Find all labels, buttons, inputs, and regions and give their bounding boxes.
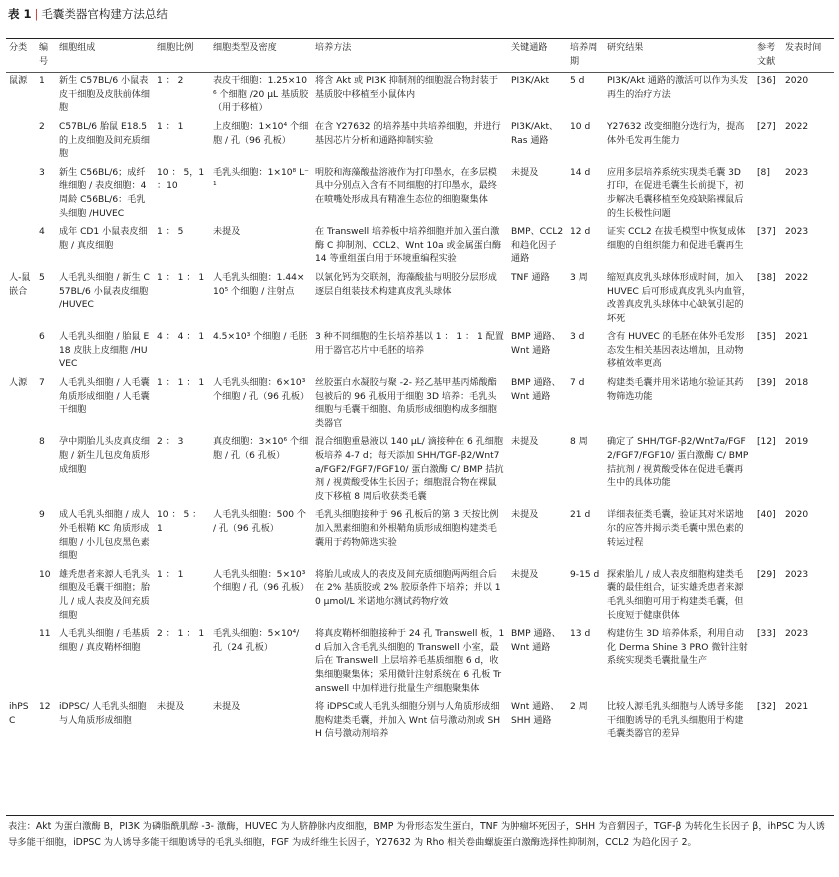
- table-row: [6, 699, 834, 745]
- cell-period: 13 d: [570, 629, 591, 640]
- cell-pathway: PI3K/Akt: [511, 76, 550, 87]
- cell-pathway: BMP、CCL2 和趋化因子通路: [511, 227, 564, 265]
- cell-pathway: Wnt 通路、SHH 通路: [511, 702, 560, 726]
- header-year: 发表时间: [782, 40, 834, 73]
- cell-category: [6, 434, 36, 507]
- cell-pathway: 未提及: [511, 510, 539, 521]
- cell-period: 21 d: [570, 510, 591, 521]
- cell-period: 3 周: [570, 272, 588, 283]
- cell-year: 2021: [785, 332, 809, 343]
- cell-ref: [40]: [757, 510, 776, 521]
- cell-ratio: 1 ： 2: [157, 76, 184, 87]
- cell-category: [6, 626, 36, 699]
- cell-year: 2023: [785, 167, 809, 178]
- cell-result: 证实 CCL2 在拔毛模型中恢复成体细胞的自组织能力和促进毛囊再生: [607, 227, 746, 251]
- cell-density: 毛乳头细胞：1×10⁸ L⁻¹: [213, 167, 309, 192]
- cell-ref: [33]: [757, 629, 776, 640]
- cell-year: 2021: [785, 702, 809, 713]
- table-row: [6, 434, 834, 507]
- cell-composition: 人毛乳头细胞 / 新生 C57BL/6 小鼠表皮细胞 /HUVEC: [59, 272, 150, 311]
- cell-no: 11: [39, 629, 51, 640]
- cell-method: 混合细胞重悬液以 140 μL/ 滴接种在 6 孔细胞板培养 4-7 d；每天添加 SHH/TGF-β2/Wnt7a/FGF2/FGF7/FGF10/ 蛋白激酶 C/ BMP 拮抗剂 / 视黄酸受体生长因子；细胞混合物在裸鼠皮下移植 8 周后收获类毛囊: [315, 437, 504, 502]
- cell-pathway: TNF 通路: [511, 272, 550, 283]
- cell-method: 丝胶蛋白水凝胶与聚 -2- 羟乙基甲基丙烯酸酯包被后的 96 孔板用于细胞 3D 培养：毛乳头细胞与毛囊干细胞、角质形成细胞构成多细胞类器官: [315, 378, 497, 429]
- cell-category: [6, 119, 36, 165]
- cell-no: 10: [39, 569, 51, 580]
- table-caption: 毛囊类器官构建方法总结: [41, 7, 168, 21]
- cell-pathway: BMP 通路、Wnt 通路: [511, 378, 561, 402]
- cell-density: 未提及: [213, 702, 241, 713]
- cell-method: 毛乳头细胞接种于 96 孔板后的第 3 天按比例加入黑素细胞和外根鞘角质形成细胞构建类毛囊用于药物筛选实验: [315, 510, 499, 548]
- cell-density: 人毛乳头细胞：5×10³ 个细胞 / 孔（96 孔板）: [213, 569, 310, 594]
- cell-year: 2023: [785, 569, 809, 580]
- cell-density: 未提及: [213, 227, 241, 238]
- table-row: [6, 270, 834, 329]
- cell-ratio: 10 ： 5，1 ：10: [157, 167, 205, 192]
- table-bottom-rule: [6, 815, 834, 816]
- cell-year: 2023: [785, 629, 809, 640]
- cell-period: 5 d: [570, 76, 585, 87]
- cell-period: 7 d: [570, 378, 585, 389]
- cell-result: 构建类毛囊并用米诺地尔验证其药物筛选功能: [607, 378, 744, 402]
- cell-ratio: 2 ： 1 ： 1: [157, 629, 205, 640]
- cell-category: [6, 507, 36, 566]
- cell-method: 在 Transwell 培养板中培养细胞并加入蛋白激酶 C 抑制剂、CCL2、Wnt 10a 或金属蛋白酶 14 等重组蛋白用于环境重编程实验: [315, 227, 502, 265]
- cell-composition: 雄秃患者来源人毛乳头细胞及毛囊干细胞；胎儿 / 成人表皮及间充质细胞: [59, 569, 150, 621]
- cell-year: 2018: [785, 378, 809, 389]
- cell-year: 2020: [785, 76, 809, 87]
- cell-ref: [12]: [757, 437, 776, 448]
- header-no: 编号: [36, 40, 56, 73]
- cell-pathway: 未提及: [511, 569, 539, 580]
- cell-method: 将 iDPSC或人毛乳头细胞分别与人角质形成细胞构建类毛囊，并加入 Wnt 信号激动剂或 SHH 信号激动剂培养: [315, 702, 501, 740]
- cell-year: 2023: [785, 227, 809, 238]
- cell-period: 14 d: [570, 167, 591, 178]
- table-top-rule: [6, 38, 834, 39]
- cell-category: [6, 165, 36, 224]
- header-category: 分类: [6, 40, 36, 73]
- cell-period: 9-15 d: [570, 569, 600, 580]
- cell-no: 3: [39, 167, 45, 178]
- cell-density: 表皮干细胞：1.25×10⁶ 个细胞 /20 μL 基质胶（用于移植）: [213, 76, 309, 114]
- table-row: [6, 567, 834, 626]
- cell-method: 在含 Y27632 的培养基中共培养细胞，并进行基因芯片分析和通路抑制实验: [315, 121, 501, 146]
- cell-period: 2 周: [570, 702, 588, 713]
- header-period: 培养周期: [567, 40, 604, 73]
- cell-density: 毛乳头细胞：5×10⁴/ 孔（24 孔板）: [213, 629, 300, 653]
- cell-method: 明胶和海藻酸盐溶液作为打印墨水，在多层模具中分别点入含有不同细胞的打印墨水，最终在喷嘴处形成具有精准生态位的细胞聚集体: [315, 167, 497, 205]
- cell-no: 6: [39, 332, 45, 343]
- cell-pathway: BMP 通路、Wnt 通路: [511, 332, 561, 356]
- cell-composition: 人毛乳头细胞 / 人毛囊角质形成细胞 / 人毛囊干细胞: [59, 378, 150, 416]
- cell-result: Y27632 改变细胞分选行为，提高体外毛发再生能力: [607, 121, 745, 146]
- cell-category: [6, 567, 36, 626]
- cell-ratio: 未提及: [157, 702, 185, 713]
- cell-result: 比较人源毛乳头细胞与人诱导多能干细胞诱导的毛乳头细胞用于构建毛囊类器官的差异: [607, 702, 744, 740]
- cell-no: 9: [39, 510, 45, 521]
- table-number: 表 1: [8, 7, 32, 21]
- cell-ref: [37]: [757, 227, 776, 238]
- cell-result: 缩短真皮乳头球体形成时间，加入 HUVEC 后可形成真皮乳头内血管，改善真皮乳头球体中心缺氧引起的坏死: [607, 272, 751, 324]
- table-row: [6, 73, 834, 119]
- table-row: [6, 626, 834, 699]
- table-row: [6, 224, 834, 270]
- header-ratio: 细胞比例: [154, 40, 210, 73]
- title-separator: |: [34, 7, 39, 21]
- table-row: [6, 165, 834, 224]
- table-title: [8, 6, 168, 22]
- cell-density: 真皮细胞：3×10⁶ 个细胞 / 孔（6 孔板）: [213, 437, 309, 462]
- cell-category: ihPSC: [9, 702, 29, 726]
- summary-table: [6, 40, 834, 745]
- cell-ref: [36]: [757, 76, 776, 87]
- cell-density: 人毛乳头细胞：500 个 / 孔（96 孔板）: [213, 510, 306, 534]
- cell-composition: 成人毛乳头细胞 / 成人外毛根鞘 KC 角质形成细胞 / 小儿包皮黑色素细胞: [59, 510, 150, 562]
- table-row: [6, 507, 834, 566]
- cell-result: 探索胎儿 / 成人表皮细胞构建类毛囊的最佳组合，证实雄秃患者来源毛乳头细胞可用于构建类毛囊，但长度短于健康供体: [607, 569, 744, 621]
- cell-period: 8 周: [570, 437, 588, 448]
- cell-no: 8: [39, 437, 45, 448]
- header-pathway: 关键通路: [508, 40, 567, 73]
- cell-no: 4: [39, 227, 45, 238]
- cell-no: 5: [39, 272, 45, 283]
- cell-result: 含有 HUVEC 的毛胚在体外毛发形态发生相关基因表达增加，且动物移植效率更高: [607, 332, 745, 370]
- cell-ref: [29]: [757, 569, 776, 580]
- cell-result: 确定了 SHH/TGF-β2/Wnt7a/FGF2/FGF7/FGF10/ 蛋白激酶 C/ BMP 拮抗剂 / 视黄酸受体在促进毛囊再生中的具体功能: [607, 437, 749, 489]
- header-density: 细胞类型及密度: [210, 40, 312, 73]
- cell-year: 2022: [785, 121, 809, 132]
- cell-ratio: 4 ： 4 ： 1: [157, 332, 205, 343]
- table-row: [6, 329, 834, 375]
- table-row: [6, 119, 834, 165]
- cell-method: 将真皮鞘杯细胞接种于 24 孔 Transwell 板，1 d 后加入含毛乳头细胞的 Transwell 小室，最后在 Transwell 上层培养毛基质细胞 6 d，收集细胞聚集体；采用微针注射系统在 6 孔板 Transwell 中加样进行批量生产细胞聚集体: [315, 629, 505, 694]
- cell-ratio: 1 ： 1 ： 1: [157, 272, 205, 283]
- cell-density: 人毛乳头细胞：6×10³ 个细胞 / 孔（96 孔板）: [213, 378, 310, 402]
- cell-ratio: 1 ： 1: [157, 121, 184, 132]
- cell-ref: [38]: [757, 272, 776, 283]
- cell-density: 上皮细胞：1×10⁴ 个细胞 / 孔（96 孔板）: [213, 121, 309, 146]
- cell-ratio: 2 ： 3: [157, 437, 184, 448]
- cell-density: 4.5×10³ 个细胞 / 毛胚: [213, 332, 308, 343]
- cell-composition: 孕中期胎儿头皮真皮细胞 / 新生儿包皮角质形成细胞: [59, 437, 150, 475]
- header-result: 研究结果: [604, 40, 754, 73]
- cell-category: [6, 329, 36, 375]
- cell-ratio: 1 ： 1 ： 1: [157, 378, 205, 389]
- cell-category: 人-鼠嵌合: [9, 272, 31, 297]
- cell-pathway: 未提及: [511, 167, 539, 178]
- cell-composition: 新生 C56BL/6；成纤维细胞 / 表皮细胞：4 周龄 C56BL/6：毛乳头细胞 /HUVEC: [59, 167, 147, 219]
- cell-ratio: 10 ： 5 ： 1: [157, 510, 202, 534]
- cell-composition: iDPSC/ 人毛乳头细胞与人角质形成细胞: [59, 702, 147, 726]
- cell-composition: 新生 C57BL/6 小鼠表皮干细胞及皮肤前体细胞: [59, 76, 150, 114]
- cell-composition: 人毛乳头细胞 / 胎鼠 E18 皮肤上皮细胞 /HUVEC: [59, 332, 150, 370]
- header-ref: 参考文献: [754, 40, 782, 73]
- cell-ratio: 1 ： 1: [157, 569, 184, 580]
- cell-no: 7: [39, 378, 45, 389]
- cell-pathway: 未提及: [511, 437, 539, 448]
- cell-ref: [32]: [757, 702, 776, 713]
- cell-year: 2022: [785, 272, 809, 283]
- cell-ref: [35]: [757, 332, 776, 343]
- cell-result: 详细表征类毛囊，验证其对米诺地尔的应答并揭示类毛囊中黑色素的转运过程: [607, 510, 744, 548]
- cell-period: 3 d: [570, 332, 585, 343]
- cell-year: 2019: [785, 437, 809, 448]
- cell-ratio: 1 ： 5: [157, 227, 184, 238]
- cell-method: 3 种不同细胞的生长培养基以 1 ： 1 ： 1 配置用于器官芯片中毛胚的培养: [315, 332, 504, 356]
- cell-ref: [39]: [757, 378, 776, 389]
- cell-result: 构建仿生 3D 培养体系，利用自动化 Derma Shine 3 PRO 微针注射系统实现类毛囊批量生产: [607, 629, 748, 667]
- cell-year: 2020: [785, 510, 809, 521]
- cell-period: 12 d: [570, 227, 591, 238]
- cell-period: 10 d: [570, 121, 591, 132]
- cell-result: 应用多层培养系统实现类毛囊 3D 打印，在促进毛囊生长前提下，初步解决毛囊移植至免疫缺陷裸鼠后的生长极性问题: [607, 167, 744, 219]
- cell-result: PI3K/Akt 通路的激活可以作为头发再生的治疗方法: [607, 76, 748, 100]
- cell-method: 以氯化钙为交联剂，海藻酸盐与明胶分层形成逐层自组装技术构建真皮乳头球体: [315, 272, 497, 297]
- cell-ref: [27]: [757, 121, 776, 132]
- cell-no: 1: [39, 76, 45, 87]
- cell-category: 鼠源: [9, 76, 28, 87]
- cell-no: 2: [39, 121, 45, 132]
- table-footnote: 表注：Akt 为蛋白激酶 B，PI3K 为磷脂酰肌醇 -3- 激酶，HUVEC 为人脐静脉内皮细胞，BMP 为骨形态发生蛋白，TNF 为肿瘤坏死因子，SHH 为音猬因子，TGF-β 为转化生长因子 β，ihPSC 为人诱导多能干细胞，iDPSC 为人诱导多能干细胞诱导的毛乳头细胞，FGF 为成纤维生长因子，Y27632 为 Rho 相关卷曲螺旋蛋白激酶选择性抑制剂，CCL2 为趋化因子 2。: [8, 821, 825, 848]
- header-method: 培养方法: [312, 40, 508, 73]
- header-composition: 细胞组成: [56, 40, 154, 73]
- cell-pathway: PI3K/Akt、Ras 通路: [511, 121, 559, 146]
- table-header-row: [6, 40, 834, 73]
- table-row: [6, 375, 834, 434]
- cell-ref: [8]: [757, 167, 770, 178]
- cell-pathway: BMP 通路、Wnt 通路: [511, 629, 561, 653]
- cell-category: [6, 224, 36, 270]
- cell-method: 将胎儿或成人的表皮及间充质细胞两两组合后在 2% 基质胶或 2% 胶原条件下培养；并以 10 μmol/L 米诺地尔测试药物疗效: [315, 569, 501, 607]
- cell-composition: C57BL/6 胎鼠 E18.5 的上皮细胞及间充质细胞: [59, 121, 150, 160]
- cell-no: 12: [39, 702, 51, 713]
- cell-composition: 人毛乳头细胞 / 毛基质细胞 / 真皮鞘杯细胞: [59, 629, 150, 653]
- cell-category: 人源: [9, 378, 28, 389]
- cell-density: 人毛乳头细胞：1.44×10⁵ 个细胞 / 注射点: [213, 272, 305, 297]
- cell-method: 将含 Akt 或 PI3K 抑制剂的细胞混合物封装于基质胶中移植至小鼠体内: [315, 76, 498, 100]
- cell-composition: 成年 CD1 小鼠表皮细胞 / 真皮细胞: [59, 227, 148, 251]
